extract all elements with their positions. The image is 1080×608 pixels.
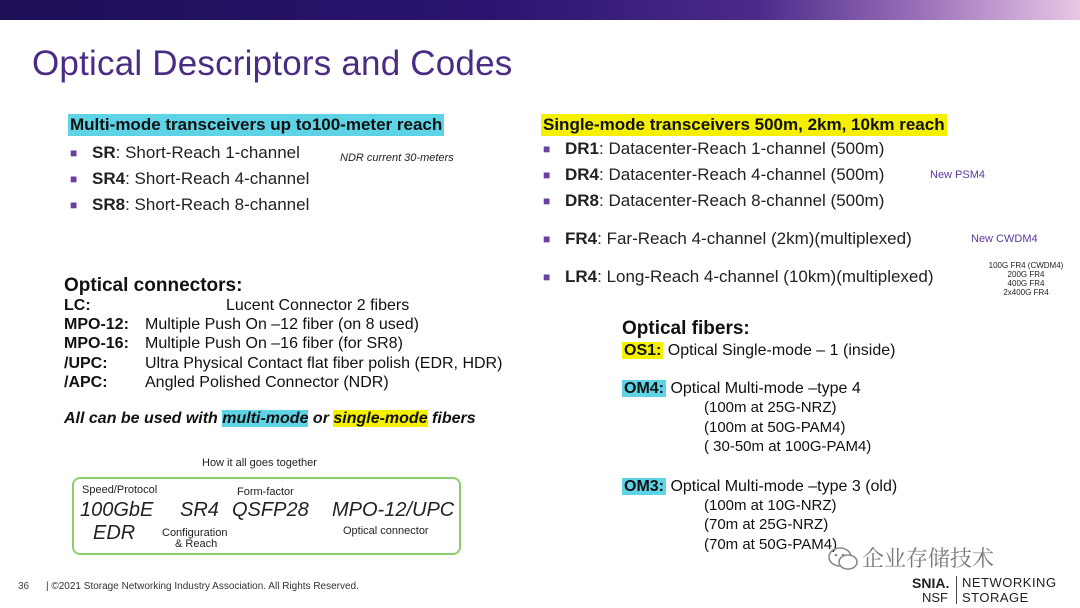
- connector-label: /APC:: [64, 374, 108, 391]
- item-text: : Datacenter-Reach 4-channel (500m): [599, 165, 885, 184]
- logo-divider: [956, 576, 957, 604]
- list-item: [70, 140, 309, 166]
- item-code: SR4: [92, 169, 126, 188]
- speed-label: Speed/Protocol: [82, 484, 158, 496]
- psm4-note: New PSM4: [930, 169, 986, 181]
- singlemode-list-a: [543, 136, 884, 214]
- om4-line: (100m at 50G-PAM4): [704, 419, 846, 436]
- fiber-desc: Optical Multi-mode –type 3 (old): [666, 478, 898, 495]
- list-item: [70, 192, 309, 218]
- singlemode-list-b: [543, 226, 912, 252]
- lr4-notes: [980, 261, 1072, 297]
- list-item: [70, 166, 309, 192]
- multimode-list: [70, 140, 309, 218]
- speed-100gbe: 100GbE: [80, 499, 154, 521]
- square-bullet-icon: ■: [543, 232, 551, 246]
- connector-label: MPO-12:: [64, 316, 129, 333]
- reach-sr4: SR4: [180, 499, 219, 521]
- lr4-note-line: 2x400G FR4: [1003, 288, 1049, 297]
- ndr-note: NDR current 30-meters: [340, 152, 454, 164]
- list-item: [543, 136, 884, 162]
- connector-label: LC:: [64, 297, 91, 314]
- logo-storage: STORAGE: [962, 590, 1029, 605]
- compat-singlemode: single-mode: [333, 410, 428, 427]
- cwdm4-note: New CWDM4: [971, 233, 1038, 245]
- square-bullet-icon: ■: [70, 198, 78, 212]
- slide-title: Optical Descriptors and Codes: [32, 44, 513, 83]
- connector-label: Optical connector: [343, 525, 429, 537]
- square-bullet-icon: ■: [543, 270, 551, 284]
- compat-prefix: All can be used with: [64, 410, 223, 427]
- list-item: [543, 188, 884, 214]
- item-text: : Short-Reach 1-channel: [115, 143, 300, 162]
- connector-label: MPO-16:: [64, 335, 129, 352]
- item-text: : Short-Reach 8-channel: [125, 195, 310, 214]
- item-code: FR4: [565, 229, 598, 248]
- reach-label: & Reach: [175, 538, 218, 550]
- connector-mpo12upc: MPO-12/UPC: [332, 499, 455, 521]
- fiber-om4: [622, 379, 861, 399]
- item-code: DR8: [565, 191, 600, 210]
- lr4-note-line: 100G FR4 (CWDM4): [988, 261, 1064, 270]
- nsf-logo: NSF: [922, 590, 948, 605]
- singlemode-heading: Single-mode transceivers 500m, 2km, 10km reach: [543, 115, 945, 134]
- config-label: Configuration: [162, 527, 228, 539]
- connector-row: [64, 355, 564, 375]
- square-bullet-icon: ■: [543, 194, 551, 208]
- om4-line: (100m at 25G-NRZ): [704, 399, 837, 416]
- item-text: : Datacenter-Reach 1-channel (500m): [599, 139, 885, 158]
- square-bullet-icon: ■: [543, 142, 551, 156]
- square-bullet-icon: ■: [70, 172, 78, 186]
- om3-line: (70m at 25G-NRZ): [704, 516, 829, 533]
- diagram-title: How it all goes together: [202, 457, 317, 469]
- connector-label: /UPC:: [64, 355, 108, 372]
- lr4-note-line: 400G FR4: [1007, 279, 1045, 288]
- compat-or: or: [308, 410, 334, 427]
- compat-suffix: fibers: [427, 410, 476, 427]
- watermark-text: 企业存储技术: [862, 546, 995, 571]
- formfactor-label: Form-factor: [237, 486, 294, 498]
- fiber-code: OM4:: [624, 380, 664, 397]
- multimode-heading: Multi-mode transceivers up to100-meter reach: [70, 115, 443, 134]
- fiber-os1: [622, 341, 895, 361]
- connector-value: Ultra Physical Contact flat fiber polish (EDR, HDR): [145, 355, 503, 372]
- square-bullet-icon: ■: [543, 168, 551, 182]
- connectors-heading: Optical connectors:: [64, 275, 243, 296]
- singlemode-list-c: [543, 264, 934, 290]
- item-text: : Long-Reach 4-channel (10km)(multiplexed): [597, 267, 934, 286]
- item-code: DR4: [565, 165, 600, 184]
- snia-logo: SNIA.: [912, 575, 950, 591]
- item-code: LR4: [565, 267, 598, 286]
- fibers-heading: Optical fibers:: [622, 318, 750, 339]
- lr4-note-line: 200G FR4: [1007, 270, 1045, 279]
- fiber-code: OM3:: [624, 478, 664, 495]
- connector-value: Lucent Connector 2 fibers: [226, 297, 410, 314]
- fiber-desc: Optical Single-mode – 1 (inside): [663, 342, 896, 359]
- item-code: DR1: [565, 139, 600, 158]
- item-code: SR8: [92, 195, 126, 214]
- fiber-compat-line: [64, 410, 476, 428]
- connector-row: [64, 297, 564, 317]
- list-item: [543, 162, 884, 188]
- copyright: | ©2021 Storage Networking Industry Association. All Rights Reserved.: [46, 581, 359, 592]
- fiber-code: OS1:: [624, 342, 662, 359]
- om3-line: (100m at 10G-NRZ): [704, 497, 837, 514]
- wechat-icon: [828, 546, 858, 572]
- fiber-desc: Optical Multi-mode –type 4: [666, 380, 861, 397]
- om4-line: ( 30-50m at 100G-PAM4): [704, 438, 872, 455]
- compat-multimode: multi-mode: [222, 410, 309, 427]
- logo-networking: NETWORKING: [962, 575, 1057, 590]
- om3-line: (70m at 50G-PAM4): [704, 536, 838, 553]
- formfactor-qsfp28: QSFP28: [232, 499, 309, 521]
- connector-row: [64, 335, 564, 355]
- page-number: 36: [18, 581, 30, 592]
- connector-row: [64, 374, 564, 394]
- list-item: [543, 264, 934, 290]
- connector-value: Angled Polished Connector (NDR): [145, 374, 389, 391]
- connector-row: [64, 316, 564, 336]
- top-banner: [0, 0, 1080, 20]
- item-text: : Short-Reach 4-channel: [125, 169, 310, 188]
- item-text: : Datacenter-Reach 8-channel (500m): [599, 191, 885, 210]
- item-code: SR: [92, 143, 116, 162]
- item-text: : Far-Reach 4-channel (2km)(multiplexed): [597, 229, 912, 248]
- square-bullet-icon: ■: [70, 146, 78, 160]
- connector-value: Multiple Push On –12 fiber (on 8 used): [145, 316, 419, 333]
- speed-edr: EDR: [93, 522, 136, 544]
- fiber-om3: [622, 477, 897, 497]
- connector-value: Multiple Push On –16 fiber (for SR8): [145, 335, 403, 352]
- list-item: [543, 226, 912, 252]
